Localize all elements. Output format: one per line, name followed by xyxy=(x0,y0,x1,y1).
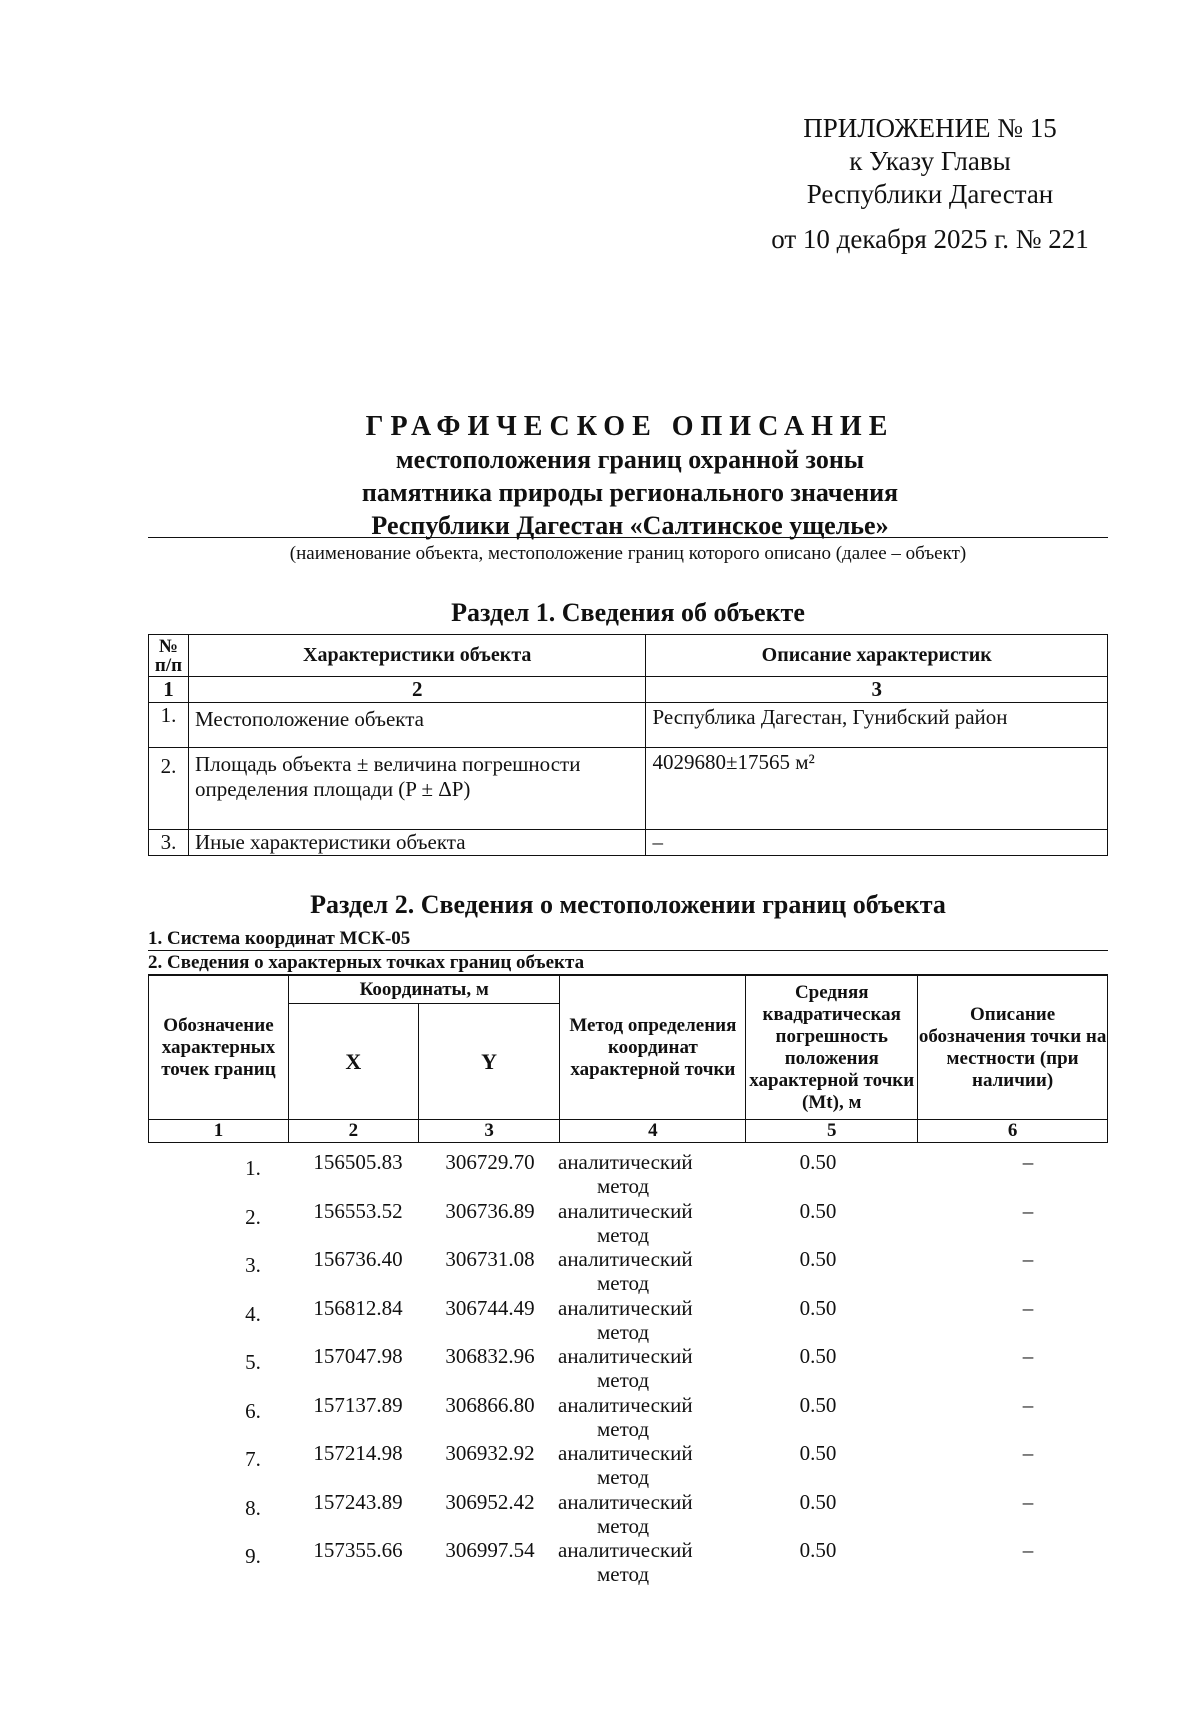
object-info-table xyxy=(148,634,1108,856)
row-description: – xyxy=(646,830,1108,856)
table-row xyxy=(148,1296,1108,1345)
point-description: – xyxy=(1022,1489,1034,1514)
col-index: 1 xyxy=(149,1120,289,1143)
appendix-number: ПРИЛОЖЕНИЕ № 15 xyxy=(803,113,1057,143)
title-note: (наименование объекта, местоположение границ которого описано (далее – объект) xyxy=(289,543,967,564)
point-x: 157214.98 xyxy=(313,1441,403,1465)
boundary-points-list xyxy=(148,1150,1108,1587)
point-x: 156505.83 xyxy=(313,1150,403,1174)
table-row xyxy=(148,1199,1108,1248)
header-x: X xyxy=(288,1004,418,1120)
point-description: – xyxy=(1022,1247,1034,1271)
col-index: 3 xyxy=(646,677,1108,703)
header-coordinates: Координаты, м xyxy=(288,976,560,1004)
point-description: – xyxy=(1022,1441,1034,1465)
point-number: 6. xyxy=(245,1398,261,1423)
point-number: 9. xyxy=(245,1544,261,1568)
point-y: 306744.49 xyxy=(445,1295,535,1320)
section-2-title: Раздел 2. Сведения о местоположении границ объекта xyxy=(310,890,946,919)
col-index: 4 xyxy=(560,1120,746,1143)
header-designation: Обозначение характерных точек границ xyxy=(149,976,289,1120)
col-index: 5 xyxy=(746,1120,918,1143)
boundary-points-header xyxy=(148,975,1108,1143)
col-index: 6 xyxy=(918,1120,1108,1143)
point-error: 0.50 xyxy=(799,1247,837,1271)
point-x: 156736.40 xyxy=(313,1247,403,1271)
point-x: 157243.89 xyxy=(313,1489,403,1514)
point-x: 156553.52 xyxy=(313,1198,403,1223)
appendix-header xyxy=(740,112,1120,256)
row-description: Республика Дагестан, Гунибский район xyxy=(646,703,1108,748)
header-error: Средняя квадратическая погрешность положения характерной точки (Mt), м xyxy=(746,976,918,1120)
point-method: аналитический метод xyxy=(558,1344,693,1392)
header-method: Метод определения координат характерной точки xyxy=(560,976,746,1120)
point-error: 0.50 xyxy=(799,1150,837,1174)
table-row xyxy=(149,748,1108,830)
point-error: 0.50 xyxy=(799,1295,837,1320)
point-method: аналитический метод xyxy=(558,1441,693,1489)
table-row xyxy=(149,703,1108,748)
header-y: Y xyxy=(418,1004,560,1120)
point-y: 306866.80 xyxy=(445,1392,535,1417)
point-error: 0.50 xyxy=(799,1344,837,1368)
table-row xyxy=(149,830,1108,856)
point-method: аналитический метод xyxy=(558,1198,693,1247)
row-number: 1. xyxy=(149,703,189,748)
point-x: 156812.84 xyxy=(313,1295,403,1320)
point-number: 4. xyxy=(245,1301,261,1326)
title-underline xyxy=(148,537,1108,538)
header-characteristics: Характеристики объекта xyxy=(188,635,646,677)
point-y: 306997.54 xyxy=(445,1538,535,1562)
col-index: 3 xyxy=(418,1120,560,1143)
point-number: 2. xyxy=(245,1204,261,1229)
table-row xyxy=(148,1490,1108,1539)
point-y: 306932.92 xyxy=(445,1441,535,1465)
point-method: аналитический метод xyxy=(558,1247,693,1295)
point-method: аналитический метод xyxy=(558,1538,693,1586)
coordinate-system: 1. Система координат МСК-05 xyxy=(148,928,1108,951)
point-description: – xyxy=(1022,1538,1034,1562)
document-title xyxy=(140,410,1120,542)
point-description: – xyxy=(1022,1344,1034,1368)
title-main: ГРАФИЧЕСКОЕ ОПИСАНИЕ xyxy=(365,411,895,442)
table-row xyxy=(148,1441,1108,1490)
point-description: – xyxy=(1022,1392,1034,1417)
title-line-3: памятника природы регионального значения xyxy=(361,478,899,507)
point-error: 0.50 xyxy=(799,1538,837,1562)
appendix-decree: к Указу Главы xyxy=(849,146,1011,176)
header-num: № п/п xyxy=(149,635,189,677)
table-row xyxy=(148,1150,1108,1199)
row-number: 3. xyxy=(149,830,189,856)
point-number: 5. xyxy=(245,1350,261,1374)
section-1-title: Раздел 1. Сведения об объекте xyxy=(451,598,805,627)
points-section-title: 2. Сведения о характерных точках границ объекта xyxy=(148,952,1108,975)
point-error: 0.50 xyxy=(799,1441,837,1465)
table-row xyxy=(148,1344,1108,1393)
row-description: 4029680±17565 м² xyxy=(646,748,1108,830)
point-description: – xyxy=(1022,1150,1034,1174)
point-number: 3. xyxy=(245,1253,261,1277)
point-number: 1. xyxy=(245,1156,261,1180)
col-index: 2 xyxy=(288,1120,418,1143)
point-y: 306736.89 xyxy=(445,1198,535,1223)
appendix-republic: Республики Дагестан xyxy=(806,179,1054,209)
point-method: аналитический метод xyxy=(558,1150,693,1198)
point-description: – xyxy=(1022,1295,1034,1320)
appendix-date: от 10 декабря 2025 г. № 221 xyxy=(771,224,1089,254)
point-number: 7. xyxy=(245,1447,261,1471)
point-x: 157047.98 xyxy=(313,1344,403,1368)
header-description: Описание характеристик xyxy=(646,635,1108,677)
point-error: 0.50 xyxy=(799,1198,837,1223)
row-characteristic: Иные характеристики объекта xyxy=(188,830,646,856)
table-row xyxy=(148,1538,1108,1587)
row-number: 2. xyxy=(149,748,189,830)
header-point-description: Описание обозначения точки на местности (при наличии) xyxy=(918,976,1108,1120)
point-error: 0.50 xyxy=(799,1489,837,1514)
point-method: аналитический метод xyxy=(558,1392,693,1441)
point-y: 306832.96 xyxy=(445,1344,535,1368)
row-characteristic: Площадь объекта ± величина погрешности определения площади (P ± ΔP) xyxy=(188,748,646,830)
point-x: 157355.66 xyxy=(313,1538,403,1562)
point-number: 8. xyxy=(245,1495,261,1520)
point-method: аналитический метод xyxy=(558,1489,693,1538)
col-index: 1 xyxy=(149,677,189,703)
point-method: аналитический метод xyxy=(558,1295,693,1344)
point-y: 306731.08 xyxy=(445,1247,535,1271)
point-y: 306729.70 xyxy=(445,1150,535,1174)
point-x: 157137.89 xyxy=(313,1392,403,1417)
point-error: 0.50 xyxy=(799,1392,837,1417)
title-line-4: Республики Дагестан «Салтинское ущелье» xyxy=(371,511,889,540)
point-y: 306952.42 xyxy=(445,1489,535,1514)
row-characteristic: Местоположение объекта xyxy=(188,703,646,748)
col-index: 2 xyxy=(188,677,646,703)
table-row xyxy=(148,1393,1108,1442)
point-description: – xyxy=(1022,1198,1034,1223)
title-line-2: местоположения границ охранной зоны xyxy=(395,445,865,474)
table-row xyxy=(148,1247,1108,1296)
